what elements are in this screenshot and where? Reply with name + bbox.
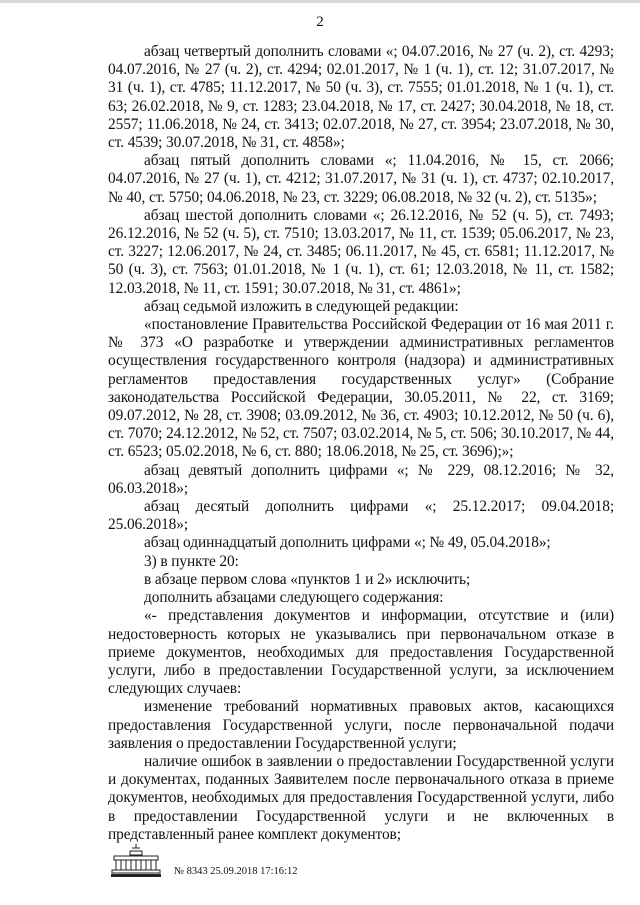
paragraph-13: изменение требований нормативных правовых актов, касающихся предоставления Государственной услуги, после первоначальной подачи заявления о предоставлении Государственной услуги;: [108, 698, 614, 752]
document-body: [108, 43, 614, 844]
paragraph-5: «постановление Правительства Российской Федерации от 16 мая 2011 г. № 373 «О разработке и утверждении административных регламентов осуществления государственного контроля (надзора) и административных регламентов предоставления государственных услуг» (Собрание законодательства Российской Федерации, 30.05.2011, № 22, ст. 3169; 09.07.2012, № 28, ст. 3908; 03.09.2012, № 36, ст. 4903; 10.12.2012, № 50 (ч. 6), ст. 7070; 24.12.2012, № 52, ст. 7507; 03.02.2014, № 5, ст. 506; 30.10.2017, № 44, ст. 6523; 05.02.2018, № 6, ст. 880; 18.06.2018, № 25, ст. 3696);»;: [108, 316, 614, 461]
government-building-stamp-icon: [108, 842, 164, 878]
paragraph-9: 3) в пункте 20:: [144, 552, 239, 570]
paragraph-2: абзац пятый дополнить словами «; 11.04.2016, № 15, ст. 2066; 04.07.2016, № 27 (ч. 1), ст. 4212; 31.07.2017, № 31 (ч. 1), ст. 4737; 02.10.2017, № 40, ст. 5750; 04.06.2018, № 23, ст. 3229; 06.08.2018, № 32 (ч. 2), ст. 5135»;: [108, 152, 614, 206]
scan-top-edge: [0, 0, 640, 3]
footer: [108, 842, 608, 882]
paragraph-8: абзац одиннадцатый дополнить цифрами «; № 49, 05.04.2018»;: [144, 534, 551, 552]
registration-stamp: № 8343 25.09.2018 17:16:12: [174, 866, 298, 877]
paragraph-14: наличие ошибок в заявлении о предоставлении Государственной услуги и документах, поданных Заявителем после первоначального отказа в приеме документов, необходимых для предоставления Государственной услуги, либо в предоставлении Государственной услуги и не включенных в представленный ранее комплект документов;: [108, 752, 614, 843]
paragraph-11: дополнить абзацами следующего содержания:: [144, 589, 444, 607]
paragraph-4: абзац седьмой изложить в следующей редакции:: [144, 297, 459, 315]
paragraph-7: абзац десятый дополнить цифрами «; 25.12.2017; 09.04.2018; 25.06.2018»;: [108, 498, 614, 534]
page-number: 2: [316, 14, 324, 30]
paragraph-10: в абзаце первом слова «пунктов 1 и 2» исключить;: [144, 570, 471, 588]
paragraph-1: абзац четвертый дополнить словами «; 04.07.2016, № 27 (ч. 2), ст. 4293; 04.07.2016, № 27 (ч. 2), ст. 4294; 02.01.2017, № 1 (ч. 1), ст. 12; 31.07.2017, № 31 (ч. 1), ст. 4785; 11.12.2017, № 50 (ч. 3), ст. 7555; 01.01.2018, № 1 (ч. 1), ст. 63; 26.02.2018, № 9, ст. 1283; 23.04.2018, № 17, ст. 2427; 30.04.2018, № 18, ст. 2557; 11.06.2018, № 24, ст. 3413; 02.07.2018, № 27, ст. 3954; 23.07.2018, № 30, ст. 4539; 30.07.2018, № 31, ст. 4858»;: [108, 43, 614, 152]
paragraph-3: абзац шестой дополнить словами «; 26.12.2016, № 52 (ч. 5), ст. 7493; 26.12.2016, № 52 (ч. 5), ст. 7510; 13.03.2017, № 11, ст. 1539; 05.06.2017, № 23, ст. 3227; 12.06.2017, № 24, ст. 3485; 06.11.2017, № 45, ст. 6581; 11.12.2017, № 50 (ч. 3), ст. 7563; 01.01.2018, № 1 (ч. 1), ст. 61; 12.03.2018, № 11, ст. 1582; 12.03.2018, № 11, ст. 1591; 30.07.2018, № 31, ст. 4861»;: [108, 206, 614, 297]
paragraph-12: «- представления документов и информации, отсутствие и (или) недостоверность которых не указывались при первоначальном отказе в приеме документов, необходимых для предоставления Государственной услуги, либо в предоставлении Государственной услуги, за исключением следующих случаев:: [108, 607, 614, 698]
paragraph-6: абзац девятый дополнить цифрами «; № 229, 08.12.2016; № 32, 06.03.2018»;: [108, 461, 614, 497]
